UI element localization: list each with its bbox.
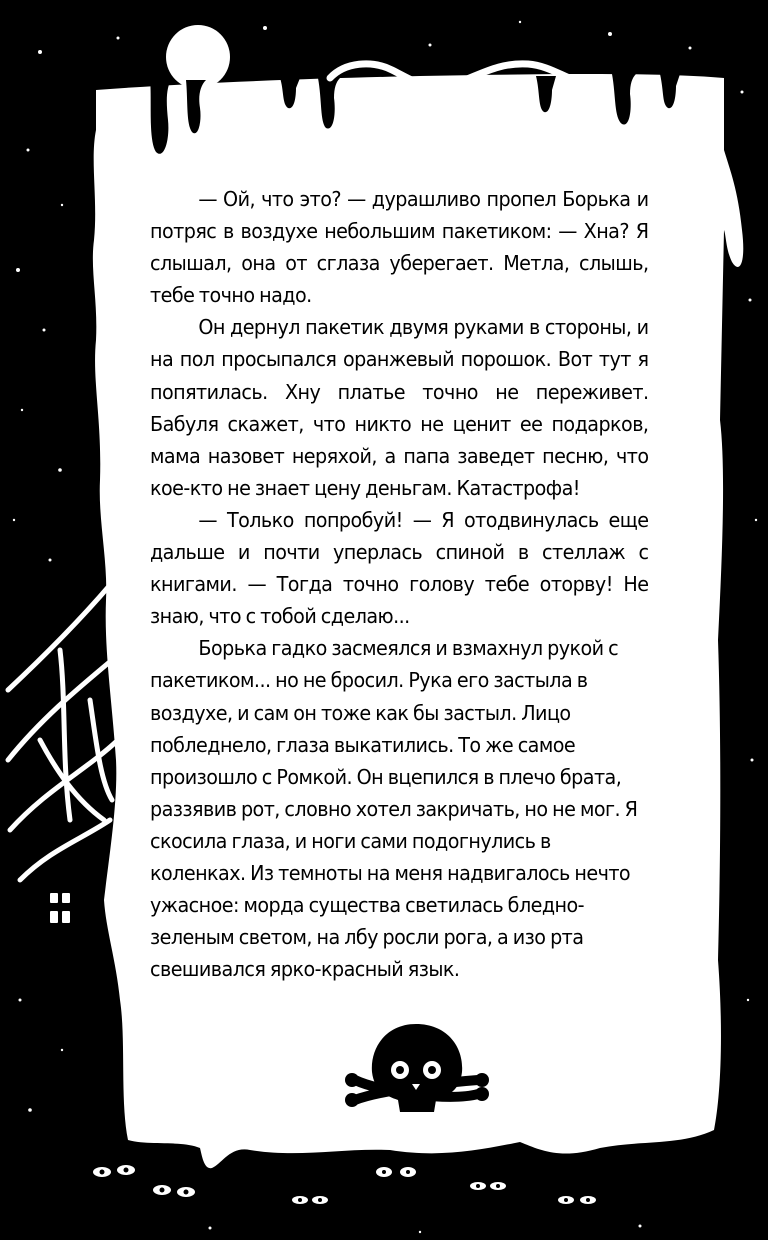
paragraph: — Только попробуй! — Я отодвинулась еще дальше и почти уперлась спиной в стеллаж с книгами. — Тогда точно голову тебе оторву! Не знаю, что с тобой сделаю... bbox=[150, 507, 649, 629]
paragraph: — Ой, что это? — дурашливо пропел Борька и потряс в воздухе небольшим пакетиком: — Хна? Я слышал, она от сглаза уберегает. Метла, слышь, тебе точно надо. bbox=[150, 187, 649, 308]
house-window-icon bbox=[50, 893, 70, 923]
moon-icon bbox=[166, 25, 230, 89]
paragraph: Борька гадко засмеялся и взмахнул рукой с пакетиком... но не бросил. Рука его застыла в воздухе, и сам он тоже как бы застыл. Лицо побледнело, глаза выкатились. То же самое произошло с Ромкой. Он вцепился в плечо брата, раззявив рот, словно хотел закричать, но не мог. Я скосила глаза, и ноги сами подогнулись в коленках. Из темноты на меня надвигалось нечто ужасное: морда существа светилась бледно-зеленым светом, на лбу росли рога, а изо рта свешивался ярко-красный язык. bbox=[150, 636, 638, 982]
paragraph: Он дернул пакетик двумя руками в стороны, и на пол просыпался оранжевый порошок. Вот тут я попятилась. Хну платье точно не переживет. Бабуля скажет, что никто не ценит ее подарков, мама назовет неряхой, а папа заведет песню, что кое-кто не знает цену деньгам. Катастрофа! bbox=[150, 315, 649, 500]
story-text bbox=[150, 183, 648, 985]
glowing-eyes-icon bbox=[93, 1165, 596, 1204]
tree-branches-icon bbox=[8, 585, 118, 880]
